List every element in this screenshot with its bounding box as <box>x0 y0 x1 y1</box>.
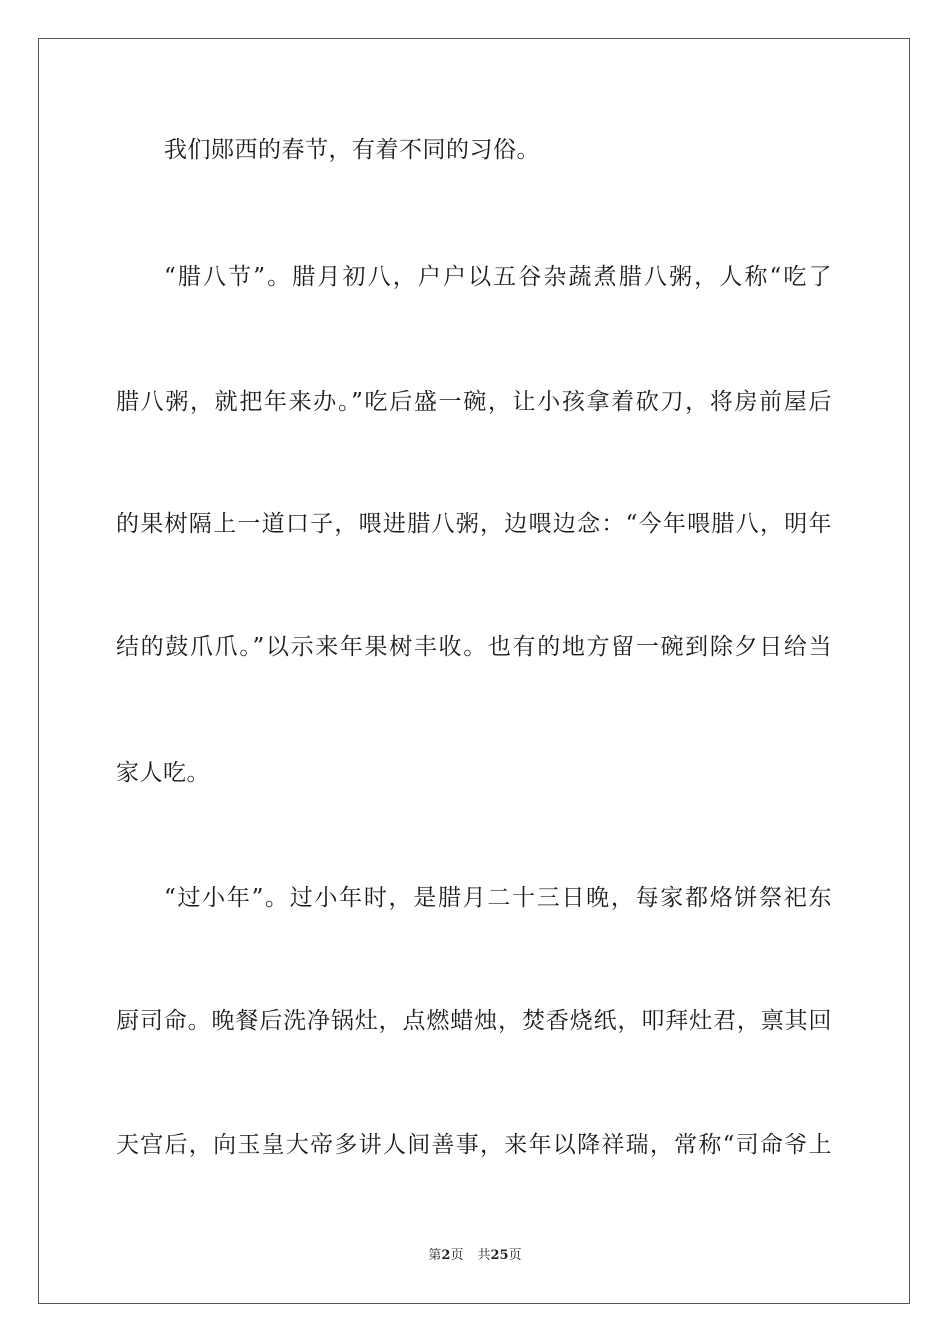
paragraph-line: “腊八节”。腊月初八，户户以五谷杂蔬煮腊八粥，人称“吃了 <box>164 264 832 290</box>
page-total: 25 <box>490 1248 509 1263</box>
page-border <box>38 38 910 1304</box>
paragraph-line: 天宫后，向玉皇大帝多讲人间善事，来年以降祥瑞，常称“司命爷上 <box>116 1132 832 1158</box>
page-current: 2 <box>441 1248 451 1263</box>
paragraph-line: “过小年”。过小年时，是腊月二十三日晚，每家都烙饼祭祀东 <box>164 885 832 911</box>
total-suffix: 页 <box>508 1248 522 1263</box>
paragraph-line: 家人吃。 <box>116 760 210 786</box>
paragraph-line: 结的鼓爪爪。”以示来年果树丰收。也有的地方留一碗到除夕日给当 <box>116 634 832 660</box>
paragraph-line: 我们郧西的春节，有着不同的习俗。 <box>164 137 540 163</box>
page-suffix: 页 <box>450 1248 464 1263</box>
paragraph-line: 腊八粥，就把年来办。”吃后盛一碗，让小孩拿着砍刀，将房前屋后 <box>116 389 832 415</box>
paragraph-line: 厨司命。晚餐后洗净锅灶，点燃蜡烛，焚香烧纸，叩拜灶君，禀其回 <box>116 1008 832 1034</box>
page-prefix: 第 <box>428 1248 442 1263</box>
total-prefix: 共 <box>477 1248 491 1263</box>
page-footer <box>0 1247 950 1265</box>
paragraph-line: 的果树隔上一道口子，喂进腊八粥，边喂边念：“今年喂腊八，明年 <box>116 511 832 537</box>
